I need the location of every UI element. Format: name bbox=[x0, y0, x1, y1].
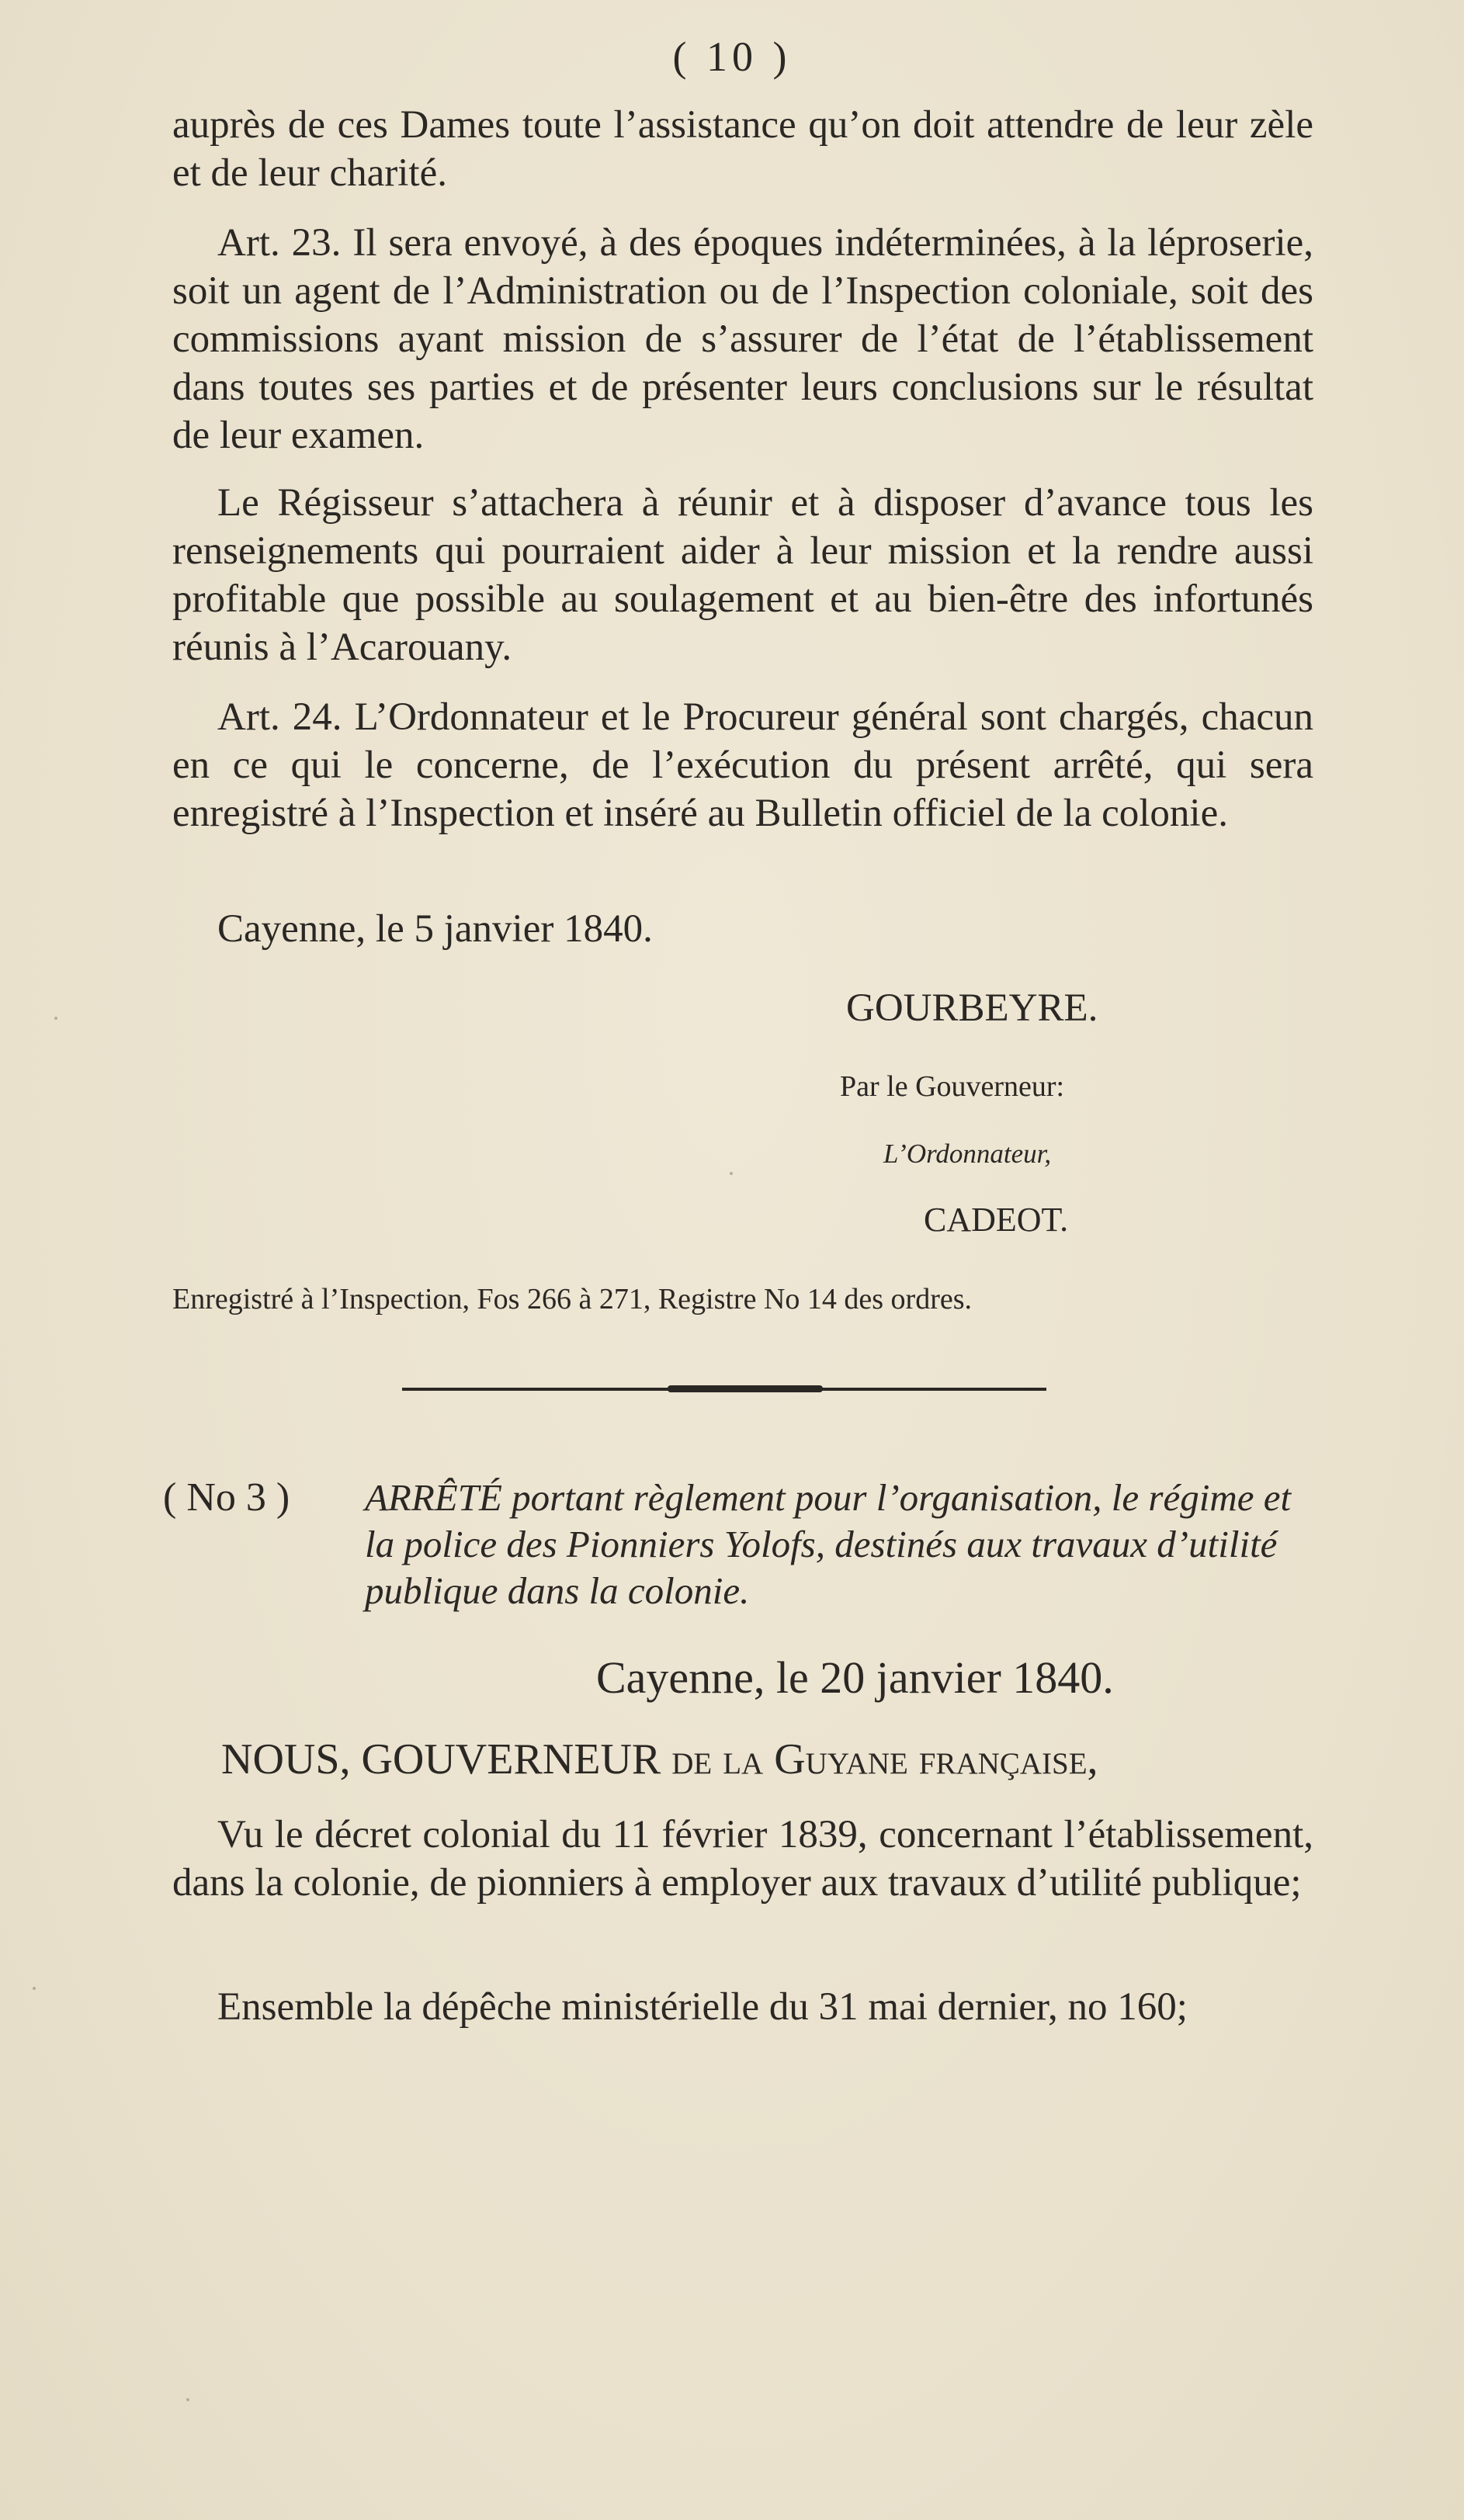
paper-speck bbox=[33, 1987, 36, 1990]
date-line: Cayenne, le 5 janvier 1840. bbox=[217, 907, 653, 951]
paragraph-continuation: auprès de ces Dames toute l’assistance qu’on doit attendre de leur zèle et de leur charité. bbox=[172, 103, 1313, 195]
paper-speck bbox=[186, 2398, 189, 2401]
paragraph-article-24: Art. 24. L’Ordonnateur et le Procureur général sont chargés, chacun en ce qui le concerne, de l’exécution du présent arrêté, qui sera enregistré à l’Inspection et inséré au Bulletin officiel de la colonie. bbox=[172, 695, 1313, 835]
ordonnateur-title: L’Ordonnateur, bbox=[883, 1139, 1052, 1169]
decree-number: ( No 3 ) bbox=[163, 1475, 290, 1520]
decree-preamble: NOUS, GOUVERNEUR de la Guyane française, bbox=[221, 1735, 1098, 1783]
paper-speck bbox=[730, 1172, 733, 1175]
decree-title: ARRÊTÉ portant règlement pour l’organisation, le régime et la police des Pionniers Yolofs, destinés aux travaux d’utilité publique dans la colonie. bbox=[365, 1476, 1292, 1612]
by-governor-line: Par le Gouverneur: bbox=[840, 1070, 1065, 1103]
registration-note: Enregistré à l’Inspection, Fos 266 à 271, Registre No 14 des ordres. bbox=[172, 1283, 973, 1315]
paragraph-regisseur: Le Régisseur s’attachera à réunir et à disposer d’avance tous les renseignements qui pourraient aider à leur mission et la rendre aussi profitable que possible au soulagement et au bien-être des infortunés réunis à l’Acarouany. bbox=[172, 481, 1313, 669]
section-divider-ornament bbox=[668, 1385, 823, 1392]
governor-signature: GOURBEYRE. bbox=[846, 986, 1098, 1030]
ordonnateur-name: CADEOT. bbox=[924, 1201, 1069, 1239]
considerant-dispatch: Ensemble la dépêche ministérielle du 31 mai dernier, no 160; bbox=[217, 1985, 1188, 2029]
decree-date: Cayenne, le 20 janvier 1840. bbox=[596, 1652, 1114, 1703]
considerant-decree: Vu le décret colonial du 11 février 1839, concernant l’établissement, dans la colonie, de pionniers à employer aux travaux d’utilité publique; bbox=[172, 1813, 1313, 1905]
paragraph-article-23: Art. 23. Il sera envoyé, à des époques indéterminées, à la léproserie, soit un agent de l’Administration ou de l’Inspection coloniale, soit des commissions ayant mission de s’assurer de l’état de l’établissement dans toutes ses parties et de présenter leurs conclusions sur le résultat de leur examen. bbox=[172, 221, 1313, 457]
paper-speck bbox=[54, 1017, 57, 1020]
page-number: ( 10 ) bbox=[672, 33, 792, 80]
